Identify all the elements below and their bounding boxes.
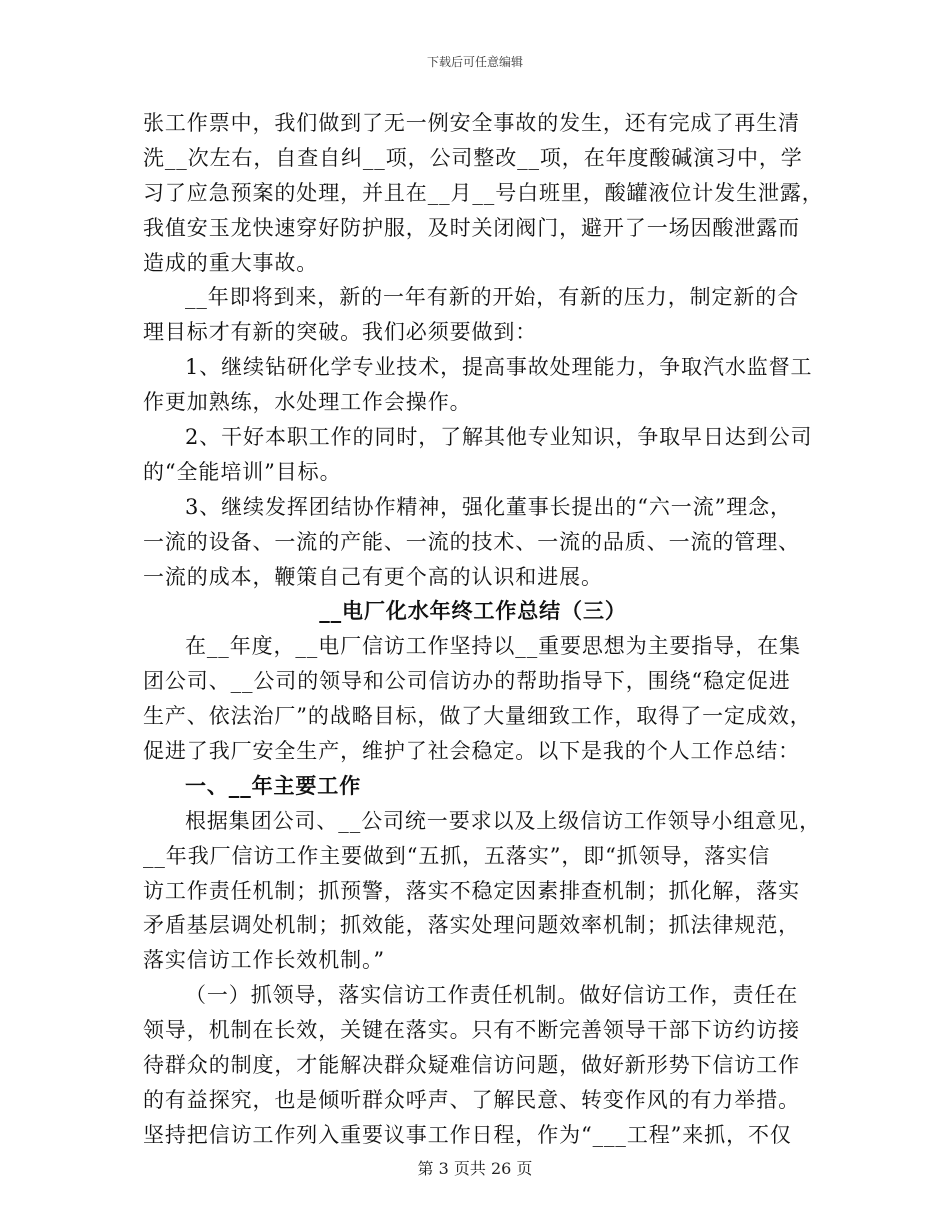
paragraph-start: __年即将到来，新的一年有新的开始，有新的压力，制定新的合	[185, 285, 800, 310]
text-line: 一流的设备、一流的产能、一流的技术、一流的品质、一流的管理、	[143, 529, 800, 554]
subsection-heading: 一、__年主要工作	[185, 772, 362, 798]
page-footer: 第 3 页共 26 页	[417, 1159, 533, 1178]
text-line: 生产、依法治厂”的战略目标，做了大量细致工作，取得了一定成效，	[143, 704, 812, 729]
text-line: 洗__次左右，自查自纠__项，公司整改__项，在年度酸碱演习中，学	[143, 145, 803, 170]
text-line: 张工作票中，我们做到了无一例安全事故的发生，还有完成了再生清	[143, 111, 800, 135]
section-title: __电厂化水年终工作总结（三）	[319, 598, 627, 624]
text-line: 领导，机制在长效，关键在落实。只有不断完善领导干部下访约访接	[143, 1018, 800, 1043]
text-line: 习了应急预案的处理，并且在__月__号白班里，酸罐液位计发生泄露，	[143, 180, 824, 205]
text-line: 的有益探究，也是倾听群众呼声、了解民意、转变作风的有力举措。	[143, 1087, 800, 1112]
page-header: 下载后可任意编辑	[426, 55, 523, 69]
text-line: __年我厂信访工作主要做到“五抓，五落实”，即“抓领导，落实信	[143, 843, 771, 868]
text-line: 坚持把信访工作列入重要议事工作日程，作为“___工程”来抓，不仅	[143, 1122, 792, 1147]
text-line: 访工作责任机制；抓预警，落实不稳定因素排查机制；抓化解，落实	[143, 878, 800, 903]
text-line: 造成的重大事故。	[143, 250, 319, 275]
list-item-1: 1、继续钻研化学专业技术，提高事故处理能力，争取汽水监督工	[185, 355, 813, 380]
document-body	[143, 106, 824, 1153]
text-line: 理目标才有新的突破。我们必须要做到：	[143, 320, 538, 345]
text-line: 矛盾基层调处机制；抓效能，落实处理问题效率机制；抓法律规范，	[143, 913, 800, 938]
text-line: 一流的成本，鞭策自己有更个高的认识和进展。	[143, 564, 603, 589]
text-line: 的“全能培训”目标。	[143, 459, 342, 484]
text-line: 落实信访工作长效机制。”	[143, 948, 386, 973]
list-item-3: 3、继续发挥团结协作精神，强化董事长提出的“六一流”理念，	[185, 494, 792, 519]
text-line: 作更加熟练，水处理工作会操作。	[143, 390, 472, 415]
text-line: 待群众的制度，才能解决群众疑难信访问题，做好新形势下信访工作	[143, 1053, 800, 1078]
text-line: 我值安玉龙快速穿好防护服，及时关闭阀门，避开了一场因酸泄露而	[143, 215, 800, 240]
list-item-2: 2、干好本职工作的同时，了解其他专业知识，争取早日达到公司	[185, 425, 813, 450]
paragraph-start: 根据集团公司、__公司统一要求以及上级信访工作领导小组意见，	[185, 808, 821, 833]
text-line: 促进了我厂安全生产，维护了社会稳定。以下是我的个人工作总结：	[143, 739, 800, 764]
text-line: 团公司、__公司的领导和公司信访办的帮助指导下，围绕“稳定促进	[143, 669, 791, 694]
paragraph-start: 在__年度，__电厂信访工作坚持以__重要思想为主要指导，在集	[185, 634, 801, 659]
paragraph-start: （一）抓领导，落实信访工作责任机制。做好信访工作，责任在	[185, 983, 799, 1008]
